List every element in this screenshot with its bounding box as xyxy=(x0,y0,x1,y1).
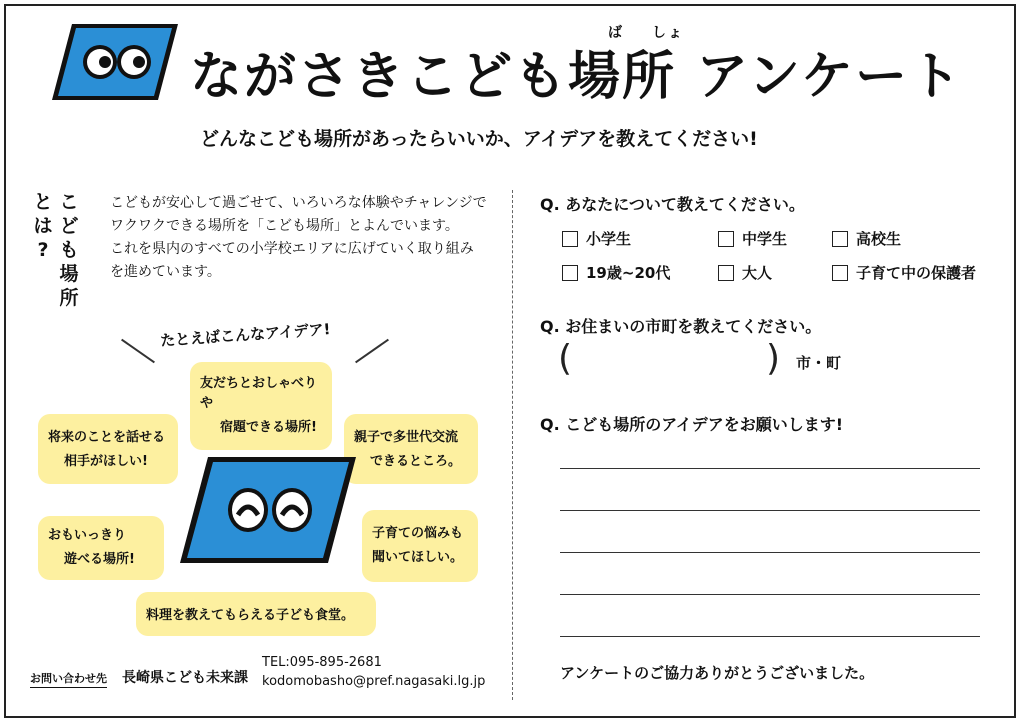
idea-bubble xyxy=(136,592,376,636)
answer-line[interactable] xyxy=(560,510,980,511)
bubble-line: 将来のことを話せる xyxy=(48,430,166,445)
question-3: Q. こども場所のアイデアをお願いします! xyxy=(540,415,844,434)
ideas-heading: たとえばこんなアイデア! xyxy=(159,320,331,350)
what-is-line: ワクワクできる場所を「こども場所」とよんでいます。 xyxy=(110,218,459,234)
heading-vertical-1: こ ど も 場 所 xyxy=(59,191,79,309)
what-is-line: を進めています。 xyxy=(110,264,221,280)
question-2: Q. お住まいの市町を教えてください。 xyxy=(540,317,822,336)
municipality-suffix: 市・町 xyxy=(796,354,842,372)
bubble-line: 相手がほしい! xyxy=(64,454,148,469)
paren-close: ) xyxy=(766,338,781,379)
idea-bubble xyxy=(344,414,478,484)
center-divider xyxy=(512,190,513,700)
bubble-line: 料理を教えてもらえる子ども食堂。 xyxy=(146,608,355,623)
checkbox[interactable] xyxy=(832,231,848,247)
option-label: 高校生 xyxy=(856,230,902,248)
bubble-line: できるところ。 xyxy=(370,454,462,469)
heading-vertical-2: と は ? xyxy=(33,191,53,261)
thanks-message: アンケートのご協力ありがとうございました。 xyxy=(560,664,875,682)
bubble-line: 宿題できる場所! xyxy=(220,420,317,435)
bubble-line: おもいっきり xyxy=(48,528,127,543)
idea-bubble xyxy=(38,414,178,484)
answer-line[interactable] xyxy=(560,594,980,595)
checkbox[interactable] xyxy=(562,231,578,247)
option-19-20s[interactable] xyxy=(562,262,670,283)
checkbox[interactable] xyxy=(718,231,734,247)
option-high-school[interactable] xyxy=(832,228,901,249)
answer-line[interactable] xyxy=(560,636,980,637)
what-is-line: こどもが安心して過ごせて、いろいろな体験やチャレンジで xyxy=(110,195,487,211)
what-is-description xyxy=(110,192,500,284)
municipality-input[interactable] xyxy=(576,344,766,378)
page-title: ながさきこども場所 アンケート ば しょ xyxy=(190,34,963,109)
option-label: 大人 xyxy=(742,264,773,282)
answer-line[interactable] xyxy=(560,552,980,553)
contact-phone: TEL:095-895-2681 xyxy=(262,655,382,670)
bubble-line: 聞いてほしい。 xyxy=(372,550,464,565)
title-ruby-ba: ば xyxy=(608,25,624,41)
nagasaki-kodomo-logo-large xyxy=(178,455,358,565)
bubble-line: 子育ての悩みも xyxy=(372,526,464,541)
bubble-line: 友だちとおしゃべりや xyxy=(200,376,318,411)
paren-open: ( xyxy=(558,338,573,379)
question-1: Q. あなたについて教えてください。 xyxy=(540,195,805,214)
option-label: 小学生 xyxy=(586,230,632,248)
what-is-line: これを県内のすべての小学校エリアに広げていく取り組み xyxy=(110,241,474,257)
option-elementary[interactable] xyxy=(562,228,631,249)
page-subtitle: どんなこども場所があったらいいか、アイデアを教えてください! xyxy=(200,128,758,150)
title-ruby-sho: しょ xyxy=(652,25,684,41)
nagasaki-kodomo-logo xyxy=(50,22,180,102)
option-label: 中学生 xyxy=(742,230,788,248)
what-is-heading xyxy=(30,190,90,309)
idea-bubble xyxy=(190,362,332,450)
checkbox[interactable] xyxy=(562,265,578,281)
contact-email[interactable]: kodomobasho@pref.nagasaki.lg.jp xyxy=(262,674,486,689)
option-junior-high[interactable] xyxy=(718,228,787,249)
checkbox[interactable] xyxy=(718,265,734,281)
bubble-line: 遊べる場所! xyxy=(64,552,135,567)
idea-bubble xyxy=(362,510,478,582)
idea-bubble xyxy=(38,516,164,580)
checkbox[interactable] xyxy=(832,265,848,281)
answer-line[interactable] xyxy=(560,468,980,469)
option-label: 19歳~20代 xyxy=(586,264,671,282)
contact-label: お問い合わせ先 xyxy=(30,670,107,688)
option-parent[interactable] xyxy=(832,262,976,283)
contact-organization: 長崎県こども未来課 xyxy=(122,670,248,686)
bubble-line: 親子で多世代交流 xyxy=(354,430,459,445)
option-adult[interactable] xyxy=(718,262,772,283)
option-label: 子育て中の保護者 xyxy=(856,264,977,282)
